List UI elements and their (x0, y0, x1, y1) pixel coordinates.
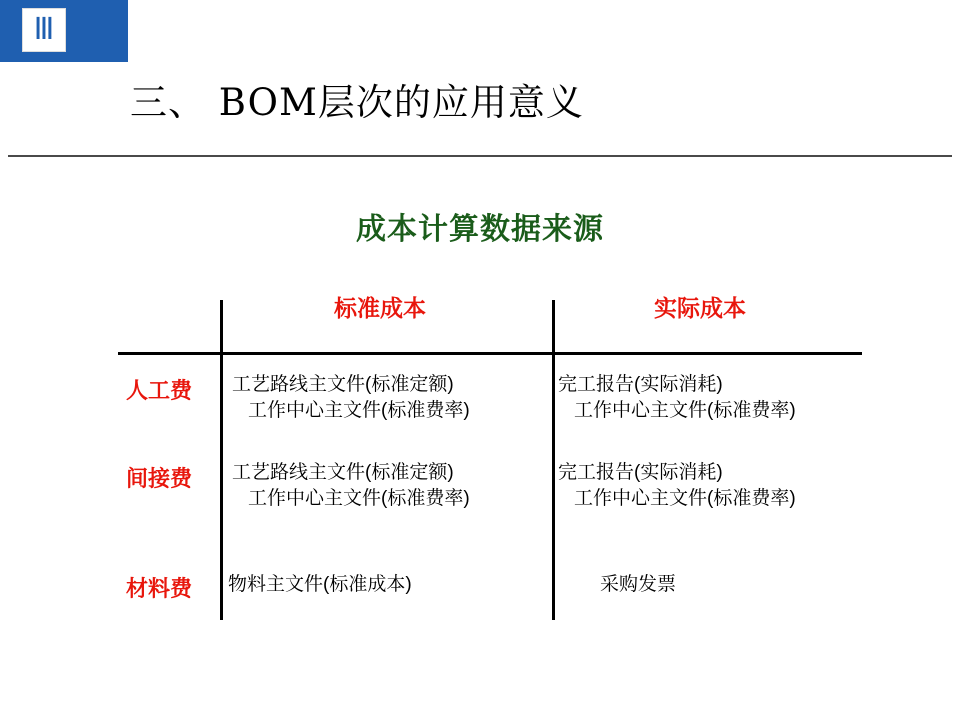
logo-glyph: Ⅲ (33, 12, 55, 47)
table-row (232, 372, 470, 423)
page-title: 三、 BOM层次的应用意义 (130, 81, 584, 124)
row-label-overhead-cost: 间接费 (125, 466, 192, 491)
cell-standard-material-line1: 物料主文件(标准成本) (228, 574, 412, 595)
cell-standard-labor-line2: 工作中心主文件(标准费率) (248, 399, 470, 421)
row-label-labor-cost: 人工费 (125, 378, 192, 403)
section-heading: 成本计算数据来源 (356, 213, 604, 246)
table-vertical-rule-right (552, 300, 555, 620)
column-header-standard-cost: 标准成本 (334, 295, 426, 321)
row-label-material-cost: 材料费 (125, 576, 192, 601)
cell-standard-overhead-line2: 工作中心主文件(标准费率) (248, 487, 470, 509)
table-row (228, 572, 412, 598)
column-header-actual-cost: 实际成本 (654, 295, 746, 321)
cell-actual-labor-line1: 完工报告(实际消耗) (558, 374, 723, 395)
cell-actual-labor-line2: 工作中心主文件(标准费率) (574, 399, 796, 421)
logo-banner (0, 0, 128, 62)
cell-standard-labor-line1: 工艺路线主文件(标准定额) (232, 374, 454, 395)
table-header-rule (118, 352, 862, 355)
cost-source-table (100, 290, 880, 620)
cell-standard-overhead-line1: 工艺路线主文件(标准定额) (232, 462, 454, 483)
table-row (600, 572, 676, 598)
title-divider (8, 155, 952, 157)
cell-actual-overhead-line2: 工作中心主文件(标准费率) (574, 487, 796, 509)
cell-actual-material-line1: 采购发票 (600, 574, 677, 595)
table-row (232, 460, 470, 511)
cell-actual-overhead-line1: 完工报告(实际消耗) (558, 462, 723, 483)
table-vertical-rule-left (220, 300, 223, 620)
table-row (558, 460, 796, 511)
table-row (558, 372, 796, 423)
building-logo-icon (22, 8, 66, 52)
